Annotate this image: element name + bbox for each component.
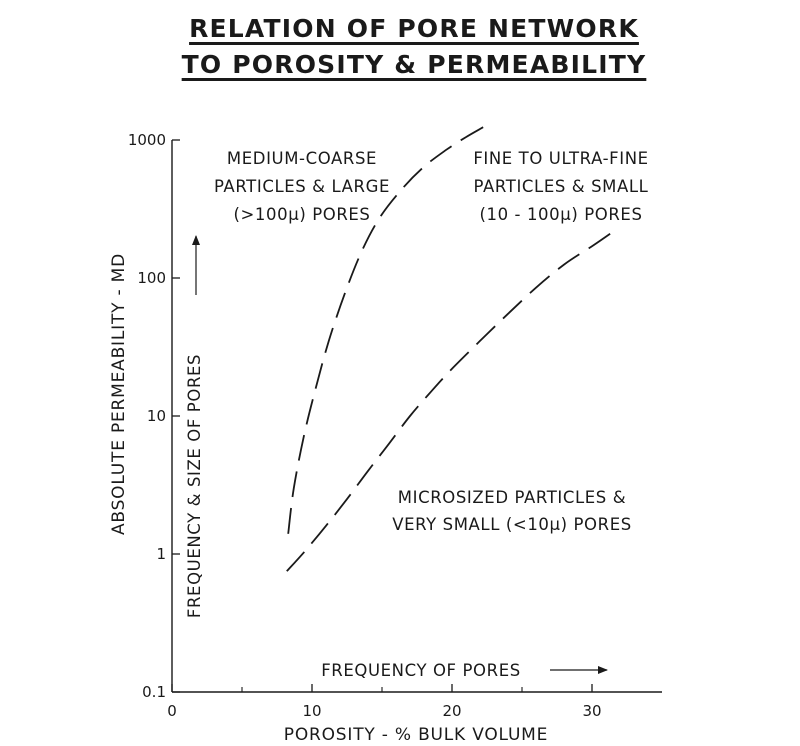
x-tick-label: 0 bbox=[167, 702, 177, 720]
x-tick-label: 30 bbox=[582, 702, 602, 720]
annotation-2-line-2: PARTICLES & SMALL bbox=[473, 177, 649, 196]
annotation-2-line-3: (10 - 100μ) PORES bbox=[479, 205, 643, 224]
y-tick-label: 1000 bbox=[127, 131, 166, 149]
x-tick-label: 20 bbox=[442, 702, 462, 720]
y-axis-label: ABSOLUTE PERMEABILITY - MD bbox=[109, 252, 129, 536]
annotation-1-line-2: PARTICLES & LARGE bbox=[213, 177, 391, 196]
annotation-1-line-3: (>100μ) PORES bbox=[233, 205, 371, 224]
y-tick-label: 100 bbox=[137, 269, 166, 287]
annotation-3-line-1: MICROSIZED PARTICLES & bbox=[397, 488, 627, 507]
x-axis-label: POROSITY - % BULK VOLUME bbox=[283, 725, 549, 745]
frequency-of-pores-label: FREQUENCY OF PORES bbox=[321, 661, 521, 680]
y-tick-label: 1 bbox=[156, 545, 166, 563]
annotation-2-line-1: FINE TO ULTRA-FINE bbox=[473, 149, 649, 168]
chart-title-line-2: TO POROSITY & PERMEABILITY bbox=[181, 50, 647, 79]
annotation-1-line-1: MEDIUM-COARSE bbox=[226, 149, 378, 168]
x-tick-label: 10 bbox=[302, 702, 322, 720]
frequency-size-of-pores-label: FREQUENCY & SIZE OF PORES bbox=[185, 353, 204, 619]
y-tick-label: 10 bbox=[146, 407, 166, 425]
y-tick-label: 0.1 bbox=[142, 683, 166, 701]
annotations bbox=[185, 149, 649, 680]
annotation-3-line-2: VERY SMALL (<10μ) PORES bbox=[392, 515, 632, 534]
chart-title-line-1: RELATION OF PORE NETWORK bbox=[189, 14, 639, 43]
